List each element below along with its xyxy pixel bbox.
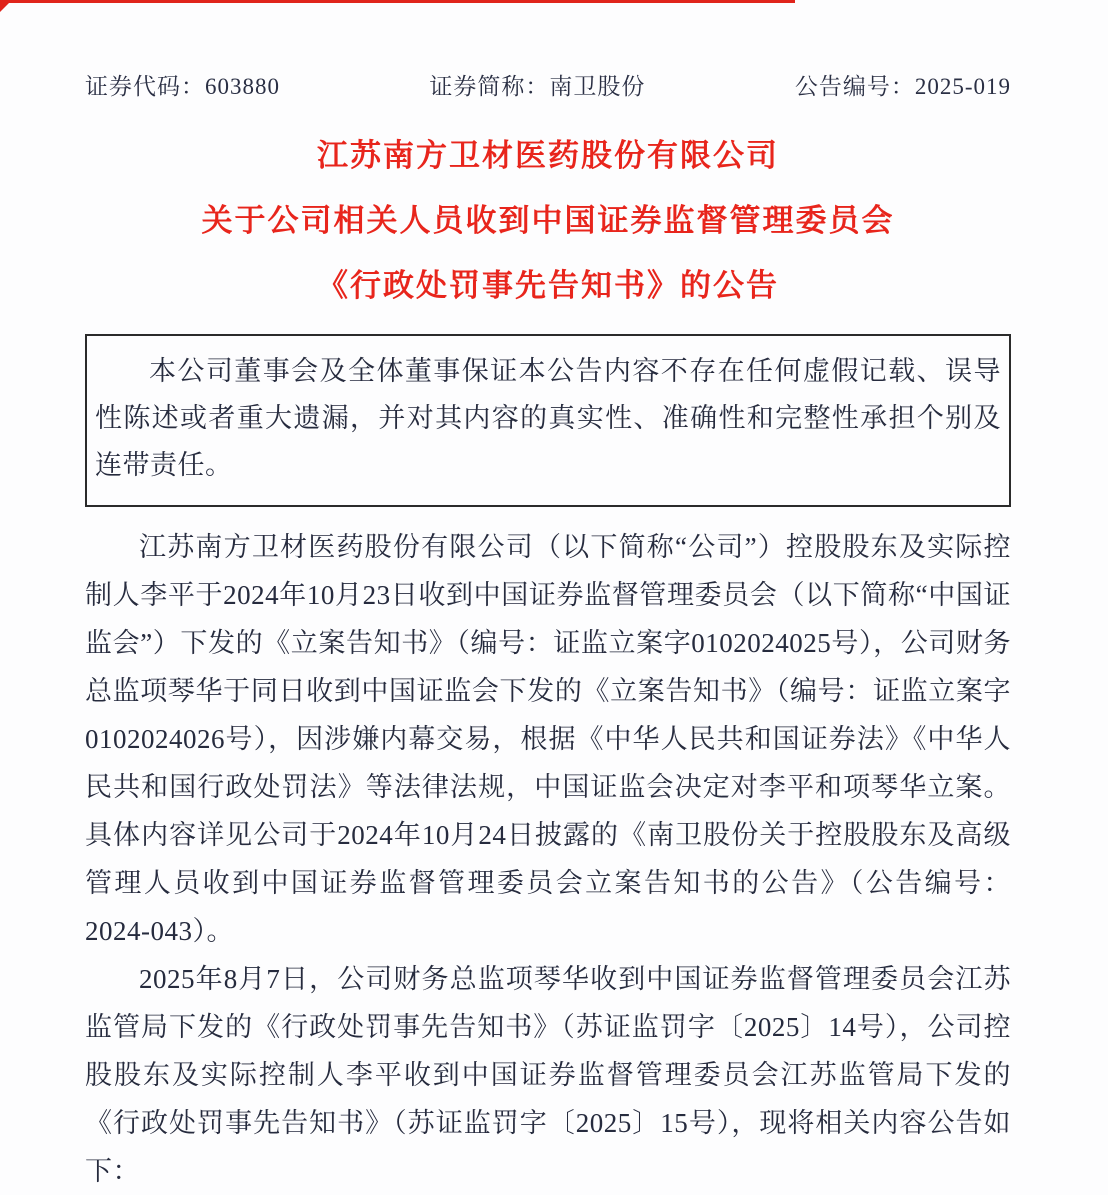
announcement-number-label: 公告编号： <box>794 74 915 99</box>
red-background-strip <box>0 0 795 3</box>
stock-code <box>85 68 280 101</box>
announcement-body <box>85 523 1011 1195</box>
securities-header-row <box>85 68 1011 101</box>
announcement-number <box>795 68 1011 101</box>
stock-code-value: 603880 <box>205 74 280 99</box>
announcement-number-value: 2025-019 <box>914 74 1011 99</box>
paragraph-case-filing: 江苏南方卫材医药股份有限公司（以下简称“公司”）控股股东及实际控制人李平于2024年10月23日收到中国证券监督管理委员会（以下简称“中国证监会”）下发的《立案告知书》（编号：证监立案字0102024025号），公司财务总监项琴华于同日收到中国证监会下发的《立案告知书》（编号：证监立案字0102024026号），因涉嫌内幕交易，根据《中华人民共和国证券法》《中华人民共和国行政处罚法》等法律法规，中国证监会决定对李平和项琴华立案。具体内容详见公司于2024年10月24日披露的《南卫股份关于控股股东及高级管理人员收到中国证券监督管理委员会立案告知书的公告》（公告编号：2024-043）。 <box>85 532 1011 946</box>
stock-name <box>429 68 645 101</box>
stock-name-value: 南卫股份 <box>549 74 646 99</box>
title-line-subject: 关于公司相关人员收到中国证券监督管理委员会 <box>201 203 895 238</box>
paragraph-penalty-notice: 2025年8月7日，公司财务总监项琴华收到中国证券监督管理委员会江苏监管局下发的《行政处罚事先告知书》（苏证监罚字〔2025〕14号），公司控股股东及实际控制人李平收到中国证券监督管理委员会江苏监管局下发的《行政处罚事先告知书》（苏证监罚字〔2025〕15号），现将相关内容公告如下： <box>85 964 1011 1186</box>
stock-name-label: 证券简称： <box>429 74 550 99</box>
board-declaration-box: 本公司董事会及全体董事保证本公告内容不存在任何虚假记载、误导性陈述或者重大遗漏，并对其内容的真实性、准确性和完整性承担个别及连带责任。 <box>85 334 1011 507</box>
announcement-document <box>85 68 1011 1195</box>
stock-code-label: 证券代码： <box>85 74 205 99</box>
title-line-document: 《行政处罚事先告知书》的公告 <box>317 268 779 303</box>
announcement-title <box>85 123 1011 318</box>
title-line-company: 江苏南方卫材医药股份有限公司 <box>317 138 779 173</box>
red-corner-mark <box>0 0 12 12</box>
